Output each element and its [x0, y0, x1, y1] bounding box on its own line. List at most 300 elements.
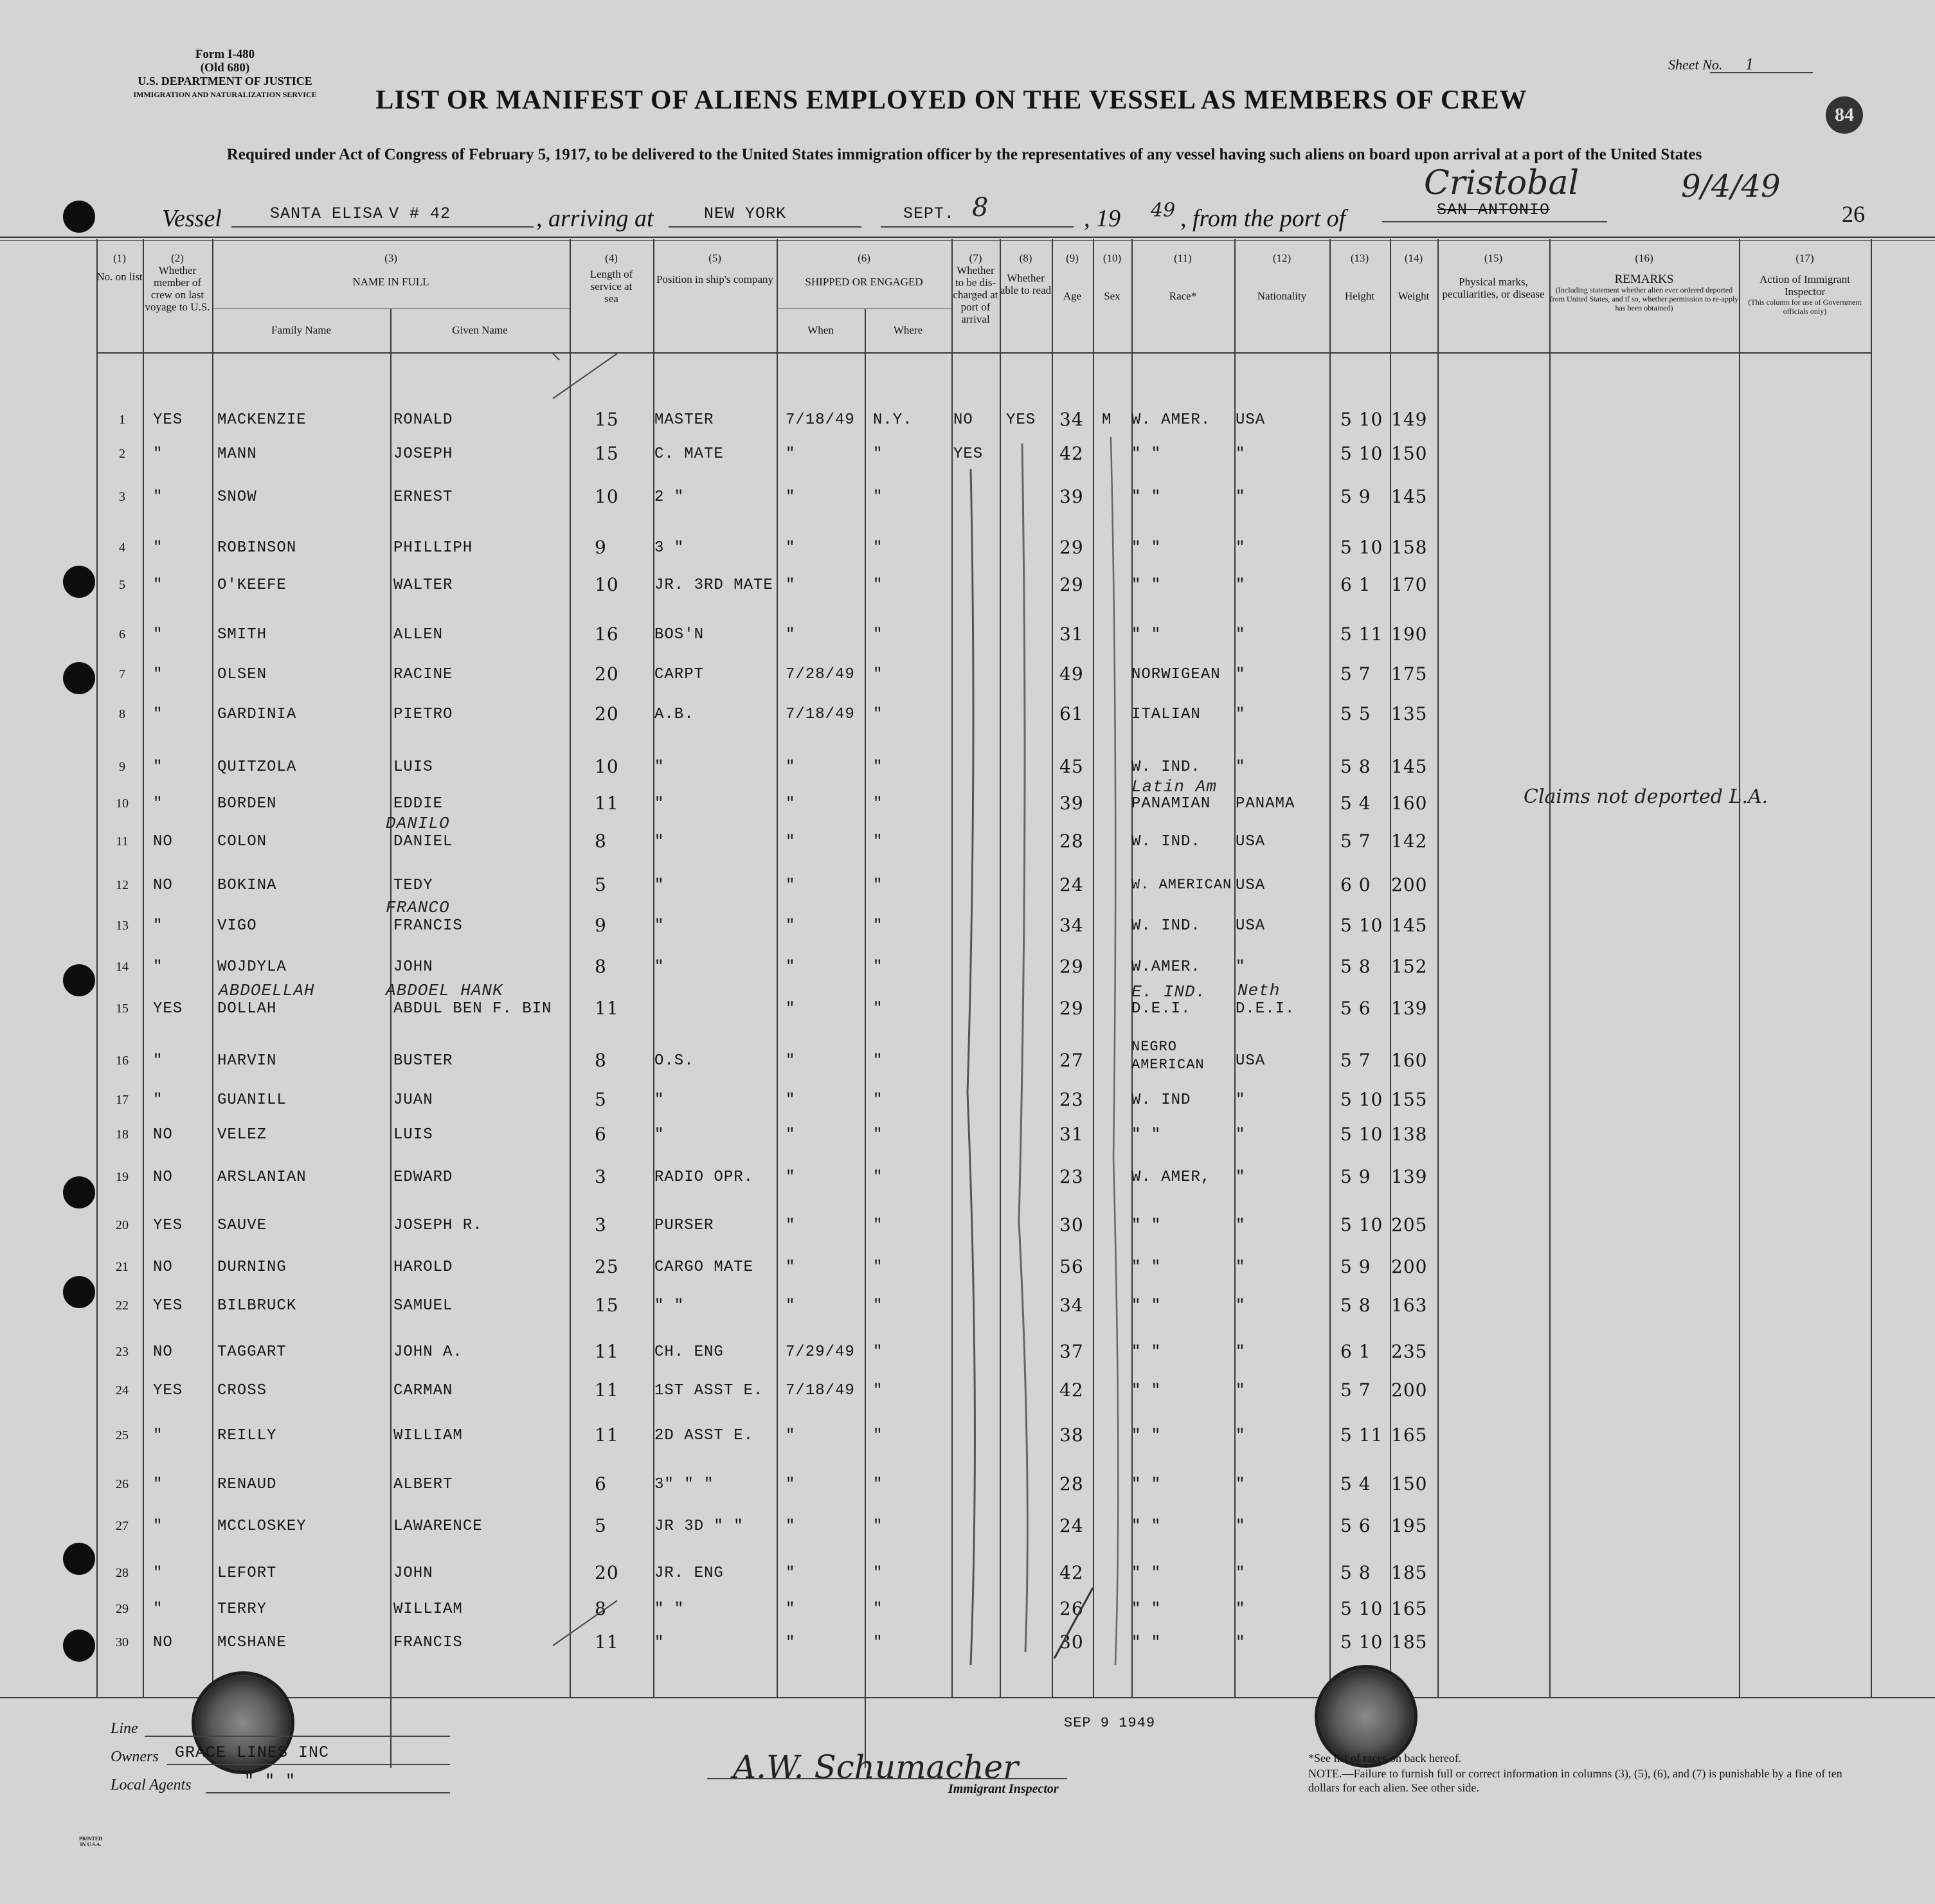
- cell-height: 5 4: [1340, 1473, 1371, 1495]
- cell-given: WILLIAM: [393, 1427, 463, 1444]
- row-number: 6: [119, 627, 125, 642]
- row-number: 24: [116, 1383, 129, 1397]
- cell-given: ALLEN: [393, 626, 444, 643]
- cell-given: LAWARENCE: [393, 1518, 483, 1535]
- col-num: (2): [171, 252, 184, 264]
- cell-when: ": [786, 958, 796, 976]
- cell-race: W. AMER,: [1131, 1169, 1211, 1186]
- cell-position: O.S.: [654, 1052, 694, 1070]
- cell-when: ": [786, 795, 796, 813]
- cell-prev: YES: [153, 411, 183, 429]
- cell-where: ": [873, 1634, 883, 1651]
- cell-family: DURNING: [217, 1259, 287, 1276]
- cell-prev: YES: [153, 1000, 183, 1018]
- cell-service: 5: [595, 1515, 607, 1536]
- col-header-when: When: [807, 324, 834, 336]
- cell-age: 39: [1059, 793, 1084, 814]
- col-num: (1): [113, 252, 126, 264]
- cell-service: 8: [595, 1050, 607, 1071]
- cell-age: 34: [1059, 915, 1084, 936]
- cell-nat: ": [1236, 1126, 1246, 1144]
- cell-position: C. MATE: [654, 445, 724, 463]
- cell-prev: ": [153, 626, 163, 643]
- cell-family: ARSLANIAN: [217, 1169, 307, 1186]
- cell-service: 11: [595, 1341, 619, 1362]
- cell-when: ": [786, 489, 796, 506]
- cell-when: ": [786, 1634, 796, 1651]
- cell-age: 29: [1059, 956, 1084, 977]
- col-num: (10): [1102, 252, 1122, 264]
- cell-race: W. AMERICAN: [1131, 877, 1232, 893]
- cell-prev: ": [153, 1518, 163, 1535]
- cell-given: FRANCIS: [393, 1634, 463, 1651]
- cell-where: N.Y.: [873, 411, 913, 429]
- cell-height: 5 6: [1340, 998, 1371, 1019]
- cell-age: 23: [1059, 1166, 1084, 1187]
- row-number: 18: [116, 1127, 129, 1142]
- cell-when: ": [786, 1217, 796, 1234]
- cell-weight: 185: [1391, 1562, 1428, 1583]
- cell-race: " ": [1131, 577, 1162, 594]
- cell-weight: 139: [1391, 1166, 1428, 1187]
- cell-height: 5 9: [1340, 1166, 1371, 1187]
- col-title: Sex: [1104, 290, 1120, 302]
- cell-height: 5 8: [1340, 756, 1371, 777]
- cell-prev: NO: [153, 1169, 173, 1186]
- cell-family: GARDINIA: [217, 706, 297, 723]
- inspector-signature: A.W. Schumacher: [733, 1748, 1019, 1786]
- cell-where: ": [873, 1169, 883, 1186]
- cell-family: MACKENZIE: [217, 411, 307, 429]
- cell-position: 2 ": [654, 489, 685, 506]
- col-title: Nationality: [1257, 290, 1307, 302]
- cell-prev: NO: [153, 1634, 173, 1651]
- cell-age: 24: [1059, 874, 1084, 895]
- cell-race: " ": [1131, 1382, 1162, 1399]
- row-number: 13: [116, 919, 129, 933]
- cell-race: " ": [1131, 445, 1162, 463]
- col-num: (7): [969, 252, 982, 264]
- col-header-given-name: Given Name: [452, 324, 508, 336]
- cell-service: 25: [595, 1256, 619, 1277]
- row-number: 8: [119, 707, 125, 721]
- sheet-label: Sheet No.: [1668, 57, 1723, 73]
- cell-service: 9: [595, 915, 607, 936]
- cell-position: RADIO OPR.: [654, 1169, 754, 1186]
- cell-given: RONALD: [393, 411, 453, 429]
- cell-nat: ": [1236, 1601, 1246, 1618]
- cell-nat: USA: [1236, 411, 1266, 429]
- date-stamp: SEP 9 1949: [1064, 1715, 1156, 1731]
- cell-position: JR. 3RD MATE: [654, 577, 773, 594]
- cell-position: ": [654, 759, 665, 776]
- cell-position: JR 3D " ": [654, 1518, 744, 1535]
- col-title: No. on list: [96, 271, 143, 283]
- cell-service: 6: [595, 1473, 607, 1495]
- cell-weight: 185: [1391, 1631, 1428, 1653]
- cell-when: 7/18/49: [786, 411, 855, 429]
- cell-prev: ": [153, 706, 163, 723]
- cell-height: 5 10: [1340, 915, 1383, 936]
- cell-race: " ": [1131, 626, 1162, 643]
- cell-weight: 190: [1391, 624, 1428, 645]
- cell-given: JOSEPH R.: [393, 1217, 483, 1234]
- cell-age: 29: [1059, 998, 1084, 1019]
- row-number: 17: [116, 1093, 129, 1107]
- cell-position: MASTER: [654, 411, 714, 429]
- cell-weight: 170: [1391, 574, 1428, 595]
- cell-prev: YES: [153, 1382, 183, 1399]
- cell-prev: NO: [153, 877, 173, 894]
- cell-when: ": [786, 1091, 796, 1109]
- cell-age: 61: [1059, 703, 1084, 724]
- cell-race: " ": [1131, 489, 1162, 506]
- cell-service: 15: [595, 1295, 619, 1316]
- line-label: Line: [111, 1720, 138, 1737]
- cell-where: ": [873, 1343, 883, 1361]
- cell-race: " ": [1131, 1634, 1162, 1651]
- cell-age: 45: [1059, 756, 1084, 777]
- row-number: 27: [116, 1519, 129, 1533]
- cell-height: 5 10: [1340, 1214, 1383, 1235]
- cell-service: 11: [595, 1424, 619, 1446]
- cell-position: ": [654, 1091, 665, 1109]
- cell-family: SAUVE: [217, 1217, 267, 1234]
- col-header-family-name: Family Name: [271, 324, 331, 336]
- cell-given: PIETRO: [393, 706, 453, 723]
- cell-given: ALBERT: [393, 1476, 453, 1493]
- cell-given: RACINE: [393, 666, 453, 683]
- cell-height: 5 10: [1340, 1598, 1383, 1619]
- cell-height: 5 10: [1340, 443, 1383, 464]
- cell-service: 10: [595, 756, 619, 777]
- cell-family: BILBRUCK: [217, 1297, 297, 1315]
- service-name: IMMIGRATION AND NATURALIZATION SERVICE: [133, 90, 317, 99]
- cell-nat: ": [1236, 577, 1246, 594]
- cell-weight: 145: [1391, 486, 1428, 507]
- cell-race: NORWIGEAN: [1131, 666, 1221, 683]
- cell-nat: ": [1236, 1518, 1246, 1535]
- handwritten-given: ABDOEL HANK: [386, 981, 503, 1000]
- col-title: Whether member of crew on last voyage to U.S.: [145, 264, 210, 313]
- handwritten-race: E. IND.: [1131, 982, 1207, 1001]
- cell-given: PHILLIPH: [393, 539, 473, 557]
- handwritten-race: Latin Am: [1131, 777, 1217, 796]
- row-number: 25: [116, 1428, 129, 1442]
- cell-family: HARVIN: [217, 1052, 277, 1070]
- cell-nat: USA: [1236, 877, 1266, 894]
- owners-value: GRACE LINES INC: [175, 1743, 330, 1762]
- col-title: Action of Immigrant Inspector: [1760, 273, 1850, 298]
- cell-age: 30: [1059, 1631, 1084, 1653]
- arrival-port: NEW YORK: [704, 204, 787, 223]
- cell-when: 7/18/49: [786, 1382, 855, 1399]
- cell-nat: ": [1236, 1476, 1246, 1493]
- cell-height: 6 1: [1340, 1341, 1371, 1362]
- cell-where: ": [873, 1601, 883, 1618]
- cell-when: ": [786, 1518, 796, 1535]
- cell-height: 5 11: [1340, 1424, 1383, 1446]
- row-number: 22: [116, 1298, 129, 1313]
- page-subtitle: Required under Act of Congress of February 5, 1917, to be delivered to the United States immigration officer by the representatives of any vessel having such aliens on board upon arrival at a port of the United States: [226, 146, 1702, 163]
- cell-family: MANN: [217, 445, 257, 463]
- cell-race: " ": [1131, 1297, 1162, 1315]
- cell-weight: 145: [1391, 915, 1428, 936]
- cell-given: HAROLD: [393, 1259, 453, 1276]
- handwritten-date: 9/4/49: [1681, 168, 1781, 204]
- cell-given: WALTER: [393, 577, 453, 594]
- cell-family: SMITH: [217, 626, 267, 643]
- races-note: *See list of races on back hereof.: [1308, 1752, 1462, 1765]
- cell-where: ": [873, 795, 883, 813]
- page-reference: 26: [1842, 201, 1865, 227]
- form-old-number: (Old 680): [200, 61, 250, 75]
- col-num: (9): [1066, 252, 1079, 264]
- cell-where: ": [873, 1427, 883, 1444]
- cell-prev: ": [153, 489, 163, 506]
- cell-age: 28: [1059, 831, 1084, 852]
- row-number: 20: [116, 1218, 129, 1232]
- cell-race: ITALIAN: [1131, 706, 1201, 723]
- cell-weight: 205: [1391, 1214, 1428, 1235]
- cell-height: 5 11: [1340, 624, 1383, 645]
- cell-age: 26: [1059, 1598, 1084, 1619]
- col-num: (15): [1484, 252, 1503, 264]
- handwritten-nat: Neth: [1238, 981, 1281, 1000]
- cell-height: 5 10: [1340, 1089, 1383, 1110]
- owners-label: Owners: [111, 1748, 159, 1765]
- cell-weight: 150: [1391, 1473, 1428, 1495]
- cell-when: ": [786, 759, 796, 776]
- cell-position: JR. ENG: [654, 1565, 724, 1582]
- cell-where: ": [873, 539, 883, 557]
- cell-given: ERNEST: [393, 489, 453, 506]
- cell-where: ": [873, 958, 883, 976]
- cell-weight: 165: [1391, 1424, 1428, 1446]
- cell-height: 5 9: [1340, 486, 1371, 507]
- from-port-typed: SAN ANTONIO: [1437, 201, 1551, 219]
- row-number: 16: [116, 1054, 129, 1068]
- col-num: (4): [605, 252, 618, 264]
- cell-race: " ": [1131, 1259, 1162, 1276]
- cell-position: BOS'N: [654, 626, 705, 643]
- vessel-name: SANTA ELISA: [270, 204, 384, 223]
- cell-prev: NO: [153, 1259, 173, 1276]
- col-subtitle: (This column for use of Government officials only): [1748, 298, 1862, 316]
- cell-nat: ": [1236, 1382, 1246, 1399]
- cell-weight: 165: [1391, 1598, 1428, 1619]
- arriving-label: , arriving at: [536, 205, 654, 232]
- col-num: (8): [1019, 252, 1032, 264]
- cell-prev: ": [153, 759, 163, 776]
- cell-nat: USA: [1236, 1052, 1266, 1070]
- cell-where: ": [873, 759, 883, 776]
- cell-service: 8: [595, 831, 607, 852]
- cell-service: 6: [595, 1124, 607, 1145]
- cell-prev: YES: [153, 1297, 183, 1315]
- cell-position: CH. ENG: [654, 1343, 724, 1361]
- col-num: (16): [1635, 252, 1653, 264]
- cell-prev: NO: [153, 1343, 173, 1361]
- cell-nat: ": [1236, 706, 1246, 723]
- row-number: 10: [116, 796, 129, 811]
- cell-height: 6 0: [1340, 874, 1371, 895]
- cell-nat: USA: [1236, 917, 1266, 935]
- col-title: NAME IN FULL: [352, 276, 429, 288]
- cell-when: ": [786, 877, 796, 894]
- cell-age: 24: [1059, 1515, 1084, 1536]
- cell-position: ": [654, 877, 665, 894]
- cell-service: 5: [595, 1089, 607, 1110]
- cell-where: ": [873, 1126, 883, 1144]
- cell-weight: 163: [1391, 1295, 1428, 1316]
- cell-given: SAMUEL: [393, 1297, 453, 1315]
- cell-where: ": [873, 917, 883, 935]
- cell-when: ": [786, 1126, 796, 1144]
- col-num: (6): [858, 252, 870, 264]
- cell-height: 5 7: [1340, 831, 1371, 852]
- cell-weight: 138: [1391, 1124, 1428, 1145]
- cell-nat: ": [1236, 1565, 1246, 1582]
- signature-underline: [707, 1778, 1067, 1779]
- cell-age: 29: [1059, 537, 1084, 558]
- cell-when: ": [786, 1259, 796, 1276]
- cell-position: ": [654, 1634, 665, 1651]
- cell-where: ": [873, 666, 883, 683]
- handwritten-family: ABDOELLAH: [219, 981, 315, 1000]
- cell-race: " ": [1131, 1565, 1162, 1582]
- cell-age: 30: [1059, 1214, 1084, 1235]
- inspector-label: Immigrant Inspector: [948, 1782, 1059, 1796]
- handwritten-given: DANILO: [386, 814, 450, 833]
- cell-family: RENAUD: [217, 1476, 277, 1493]
- cell-family: VIGO: [217, 917, 257, 935]
- col-title: Race*: [1169, 290, 1197, 302]
- cell-prev: ": [153, 958, 163, 976]
- cell-where: ": [873, 445, 883, 463]
- cell-position: CARPT: [654, 666, 705, 683]
- cell-prev: ": [153, 1476, 163, 1493]
- row-number: 30: [116, 1635, 129, 1649]
- cell-given: CARMAN: [393, 1382, 453, 1399]
- cell-family: WOJDYLA: [217, 958, 287, 976]
- cell-nat: ": [1236, 958, 1246, 976]
- cell-given: JOHN: [393, 1565, 433, 1582]
- cell-height: 5 7: [1340, 1379, 1371, 1401]
- cell-nat: ": [1236, 445, 1246, 463]
- cell-position: " ": [654, 1297, 685, 1315]
- cell-given: WILLIAM: [393, 1601, 463, 1618]
- cell-prev: ": [153, 1052, 163, 1070]
- cell-race: " ": [1131, 1343, 1162, 1361]
- cell-height: 5 8: [1340, 956, 1371, 977]
- cell-age: 31: [1059, 624, 1084, 645]
- cell-service: 5: [595, 874, 607, 895]
- cell-service: 20: [595, 1562, 619, 1583]
- cell-weight: 155: [1391, 1089, 1428, 1110]
- cell-given: EDDIE: [393, 795, 444, 813]
- cell-prev: ": [153, 795, 163, 813]
- cell-height: 5 10: [1340, 1631, 1383, 1653]
- cell-service: 15: [595, 409, 619, 430]
- cell-height: 5 10: [1340, 409, 1383, 430]
- cell-height: 5 5: [1340, 703, 1371, 724]
- cell-family: REILLY: [217, 1427, 277, 1444]
- col-title: Position in ship's company: [656, 273, 774, 285]
- col-num: (17): [1796, 252, 1814, 264]
- cell-weight: 200: [1391, 874, 1428, 895]
- cell-position: ": [654, 833, 665, 850]
- cell-nat: ": [1236, 666, 1246, 683]
- cell-prev: ": [153, 577, 163, 594]
- cell-service: 3: [595, 1166, 607, 1187]
- cell-given: JUAN: [393, 1091, 433, 1109]
- cell-age: 29: [1059, 574, 1084, 595]
- col-num: (14): [1404, 252, 1423, 264]
- cell-weight: 160: [1391, 1050, 1428, 1071]
- cell-position: ": [654, 958, 665, 976]
- cell-height: 6 1: [1340, 574, 1371, 595]
- cell-nat: USA: [1236, 833, 1266, 850]
- col-title: Age: [1063, 290, 1082, 302]
- cell-nat: D.E.I.: [1236, 1000, 1295, 1018]
- cell-when: ": [786, 1476, 796, 1493]
- cell-family: MCSHANE: [217, 1634, 287, 1651]
- col-subtitle: (Including statement whether alien ever ordered deported from United States, and if so, whether permission to re-apply has been obtained): [1549, 285, 1739, 312]
- cell-age: 42: [1059, 443, 1084, 464]
- cell-position: ": [654, 1126, 665, 1144]
- cell-age: 38: [1059, 1424, 1084, 1446]
- cell-weight: 175: [1391, 663, 1428, 685]
- corner-stamp: 84: [1826, 96, 1863, 134]
- row-number: 9: [119, 760, 125, 774]
- from-port-handwritten: Cristobal: [1424, 164, 1580, 202]
- col-title: Weight: [1398, 290, 1430, 302]
- cell-weight: 139: [1391, 998, 1428, 1019]
- cell-service: 11: [595, 793, 619, 814]
- cell-service: 20: [595, 663, 619, 685]
- cell-service: 11: [595, 1631, 619, 1653]
- cell-where: ": [873, 1518, 883, 1535]
- cell-when: ": [786, 1427, 796, 1444]
- row-number: 12: [116, 878, 129, 892]
- cell-given: FRANCIS: [393, 917, 463, 935]
- cell-nat: ": [1236, 626, 1246, 643]
- cell-race: " ": [1131, 1601, 1162, 1618]
- cell-service: 9: [595, 537, 607, 558]
- row-number: 28: [116, 1566, 129, 1580]
- cell-age: 27: [1059, 1050, 1084, 1071]
- cell-sex: M: [1102, 411, 1112, 429]
- cell-nat: ": [1236, 1634, 1246, 1651]
- cell-when: ": [786, 1565, 796, 1582]
- col-title: REMARKS: [1614, 273, 1674, 286]
- cell-family: BOKINA: [217, 877, 277, 894]
- cell-prev: ": [153, 1565, 163, 1582]
- sheet-value: 1: [1745, 57, 1754, 73]
- cell-nat: ": [1236, 759, 1246, 776]
- cell-nat: ": [1236, 1259, 1246, 1276]
- col-num: (3): [384, 252, 397, 264]
- line-underline: [145, 1736, 450, 1737]
- cell-height: 5 7: [1340, 1050, 1371, 1071]
- cell-when: ": [786, 626, 796, 643]
- cell-family: TERRY: [217, 1601, 267, 1618]
- cell-when: ": [786, 1297, 796, 1315]
- cell-race: W.AMER.: [1131, 958, 1201, 976]
- cell-age: 34: [1059, 1295, 1084, 1316]
- cell-family: MCCLOSKEY: [217, 1518, 307, 1535]
